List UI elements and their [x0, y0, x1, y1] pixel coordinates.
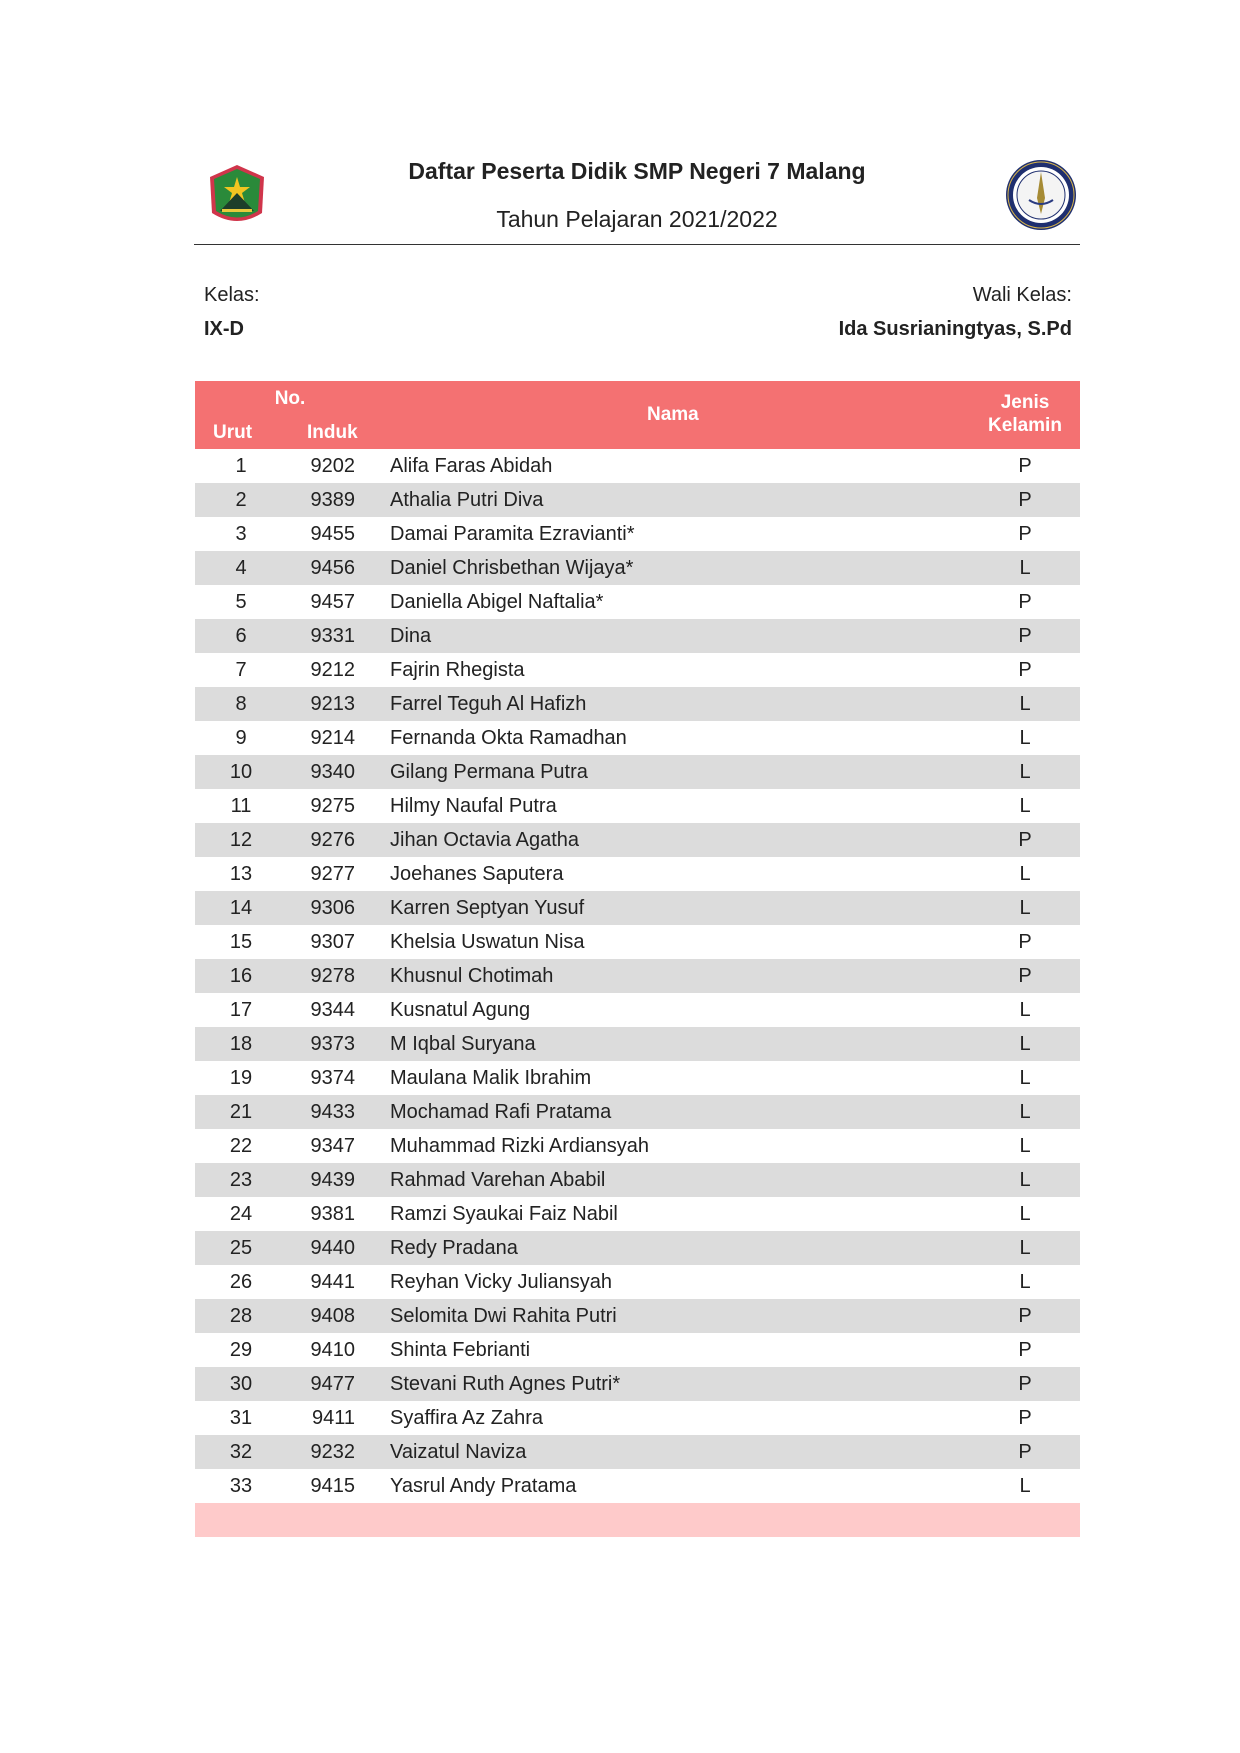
cell-nama: Karren Septyan Yusuf: [390, 897, 585, 919]
cell-jenis-kelamin: L: [1019, 1203, 1031, 1225]
table-row: [195, 653, 1080, 687]
cell-induk: 9440: [310, 1237, 355, 1259]
table-row: [195, 857, 1080, 891]
cell-urut: 28: [229, 1305, 253, 1327]
table-row: [195, 755, 1080, 789]
cell-induk: 9202: [310, 455, 355, 477]
table-row: [195, 517, 1080, 551]
cell-induk: 9373: [310, 1033, 355, 1055]
cell-induk: 9439: [310, 1169, 355, 1191]
cell-induk: 9374: [310, 1067, 355, 1089]
cell-jenis-kelamin: P: [1018, 1339, 1032, 1361]
cell-jenis-kelamin: P: [1018, 625, 1032, 647]
cell-jenis-kelamin: P: [1018, 591, 1032, 613]
cell-urut: 9: [235, 727, 247, 749]
header-jenis-line2: Kelamin: [988, 415, 1062, 436]
cell-urut: 15: [229, 931, 253, 953]
cell-urut: 32: [229, 1441, 253, 1463]
cell-nama: Kusnatul Agung: [390, 999, 531, 1021]
cell-urut: 11: [230, 795, 252, 817]
cell-induk: 9213: [310, 693, 355, 715]
cell-urut: 7: [235, 659, 247, 681]
cell-nama: Mochamad Rafi Pratama: [390, 1101, 612, 1123]
cell-induk: 9455: [310, 523, 355, 545]
cell-urut: 23: [229, 1169, 253, 1191]
cell-jenis-kelamin: P: [1018, 1373, 1032, 1395]
cell-urut: 29: [229, 1339, 253, 1361]
cell-jenis-kelamin: P: [1018, 1441, 1032, 1463]
cell-nama: M Iqbal Suryana: [390, 1033, 536, 1055]
cell-jenis-kelamin: L: [1019, 1237, 1031, 1259]
table-row: [195, 551, 1080, 585]
cell-nama: Farrel Teguh Al Hafizh: [390, 693, 587, 715]
cell-urut: 31: [229, 1407, 253, 1429]
document-subtitle: Tahun Pelajaran 2021/2022: [496, 206, 778, 232]
cell-nama: Khelsia Uswatun Nisa: [390, 931, 585, 953]
cell-nama: Ramzi Syaukai Faiz Nabil: [390, 1203, 618, 1225]
table-row: [195, 1367, 1080, 1401]
table-row: [195, 891, 1080, 925]
cell-urut: 18: [229, 1033, 253, 1055]
cell-induk: 9278: [310, 965, 355, 987]
student-table: [195, 381, 1080, 1537]
cell-nama: Fajrin Rhegista: [390, 659, 525, 681]
header-jenis-kelamin: [975, 391, 1075, 437]
cell-jenis-kelamin: P: [1018, 931, 1032, 953]
cell-nama: Daniella Abigel Naftalia*: [390, 591, 604, 613]
table-row: [195, 1231, 1080, 1265]
cell-urut: 30: [229, 1373, 253, 1395]
cell-induk: 9307: [310, 931, 355, 953]
cell-nama: Joehanes Saputera: [390, 863, 564, 885]
cell-jenis-kelamin: P: [1018, 1407, 1032, 1429]
cell-nama: Redy Pradana: [390, 1237, 518, 1259]
wali-kelas-label: Wali Kelas:: [972, 284, 1072, 306]
cell-nama: Alifa Faras Abidah: [390, 455, 553, 477]
cell-urut: 8: [235, 693, 247, 715]
cell-jenis-kelamin: L: [1019, 693, 1031, 715]
table-row: [195, 993, 1080, 1027]
cell-urut: 33: [229, 1475, 253, 1497]
table-row: [195, 1095, 1080, 1129]
cell-jenis-kelamin: L: [1019, 1101, 1031, 1123]
cell-jenis-kelamin: P: [1018, 523, 1032, 545]
cell-induk: 9411: [311, 1407, 355, 1429]
cell-induk: 9415: [310, 1475, 355, 1497]
table-row: [195, 823, 1080, 857]
cell-nama: Syaffira Az Zahra: [390, 1407, 544, 1429]
cell-nama: Muhammad Rizki Ardiansyah: [390, 1135, 649, 1157]
cell-induk: 9212: [310, 659, 355, 681]
cell-jenis-kelamin: L: [1019, 1135, 1031, 1157]
cell-nama: Dina: [390, 625, 432, 647]
cell-nama: Selomita Dwi Rahita Putri: [390, 1305, 617, 1327]
cell-urut: 26: [229, 1271, 253, 1293]
cell-nama: Stevani Ruth Agnes Putri*: [390, 1373, 621, 1395]
cell-urut: 17: [229, 999, 253, 1021]
table-row: [195, 1299, 1080, 1333]
table-row: [195, 1197, 1080, 1231]
cell-jenis-kelamin: L: [1019, 1169, 1031, 1191]
cell-nama: Vaizatul Naviza: [390, 1441, 527, 1463]
header-induk: Induk: [307, 422, 358, 443]
cell-induk: 9389: [310, 489, 355, 511]
cell-urut: 3: [235, 523, 247, 545]
cell-induk: 9232: [310, 1441, 355, 1463]
table-row: [195, 721, 1080, 755]
cell-induk: 9331: [310, 625, 355, 647]
table-row: [195, 1163, 1080, 1197]
table-body: [195, 449, 1080, 1503]
cell-induk: 9214: [310, 727, 355, 749]
school-emblem-icon: [1004, 158, 1078, 232]
table-row: [195, 687, 1080, 721]
cell-induk: 9410: [310, 1339, 355, 1361]
cell-urut: 13: [229, 863, 253, 885]
cell-urut: 24: [229, 1203, 253, 1225]
cell-jenis-kelamin: L: [1019, 897, 1031, 919]
cell-urut: 16: [229, 965, 253, 987]
kelas-label: Kelas:: [204, 284, 260, 306]
cell-jenis-kelamin: P: [1018, 965, 1032, 987]
table-footer-band: [195, 1503, 1080, 1537]
cell-jenis-kelamin: P: [1018, 829, 1032, 851]
cell-jenis-kelamin: P: [1018, 455, 1032, 477]
table-row: [195, 789, 1080, 823]
cell-jenis-kelamin: L: [1019, 999, 1031, 1021]
cell-jenis-kelamin: L: [1019, 1033, 1031, 1055]
cell-jenis-kelamin: P: [1018, 1305, 1032, 1327]
header-urut: Urut: [213, 422, 253, 443]
header-no: No.: [274, 388, 306, 409]
cell-urut: 2: [235, 489, 247, 511]
cell-induk: 9408: [310, 1305, 355, 1327]
cell-nama: Khusnul Chotimah: [390, 965, 554, 987]
table-row: [195, 483, 1080, 517]
cell-induk: 9276: [310, 829, 355, 851]
cell-jenis-kelamin: P: [1018, 659, 1032, 681]
cell-jenis-kelamin: L: [1019, 795, 1031, 817]
cell-induk: 9433: [310, 1101, 355, 1123]
table-row: [195, 619, 1080, 653]
cell-jenis-kelamin: L: [1019, 727, 1031, 749]
cell-jenis-kelamin: L: [1019, 863, 1031, 885]
cell-induk: 9277: [310, 863, 355, 885]
cell-jenis-kelamin: L: [1019, 761, 1031, 783]
cell-nama: Fernanda Okta Ramadhan: [390, 727, 627, 749]
table-row: [195, 1469, 1080, 1503]
cell-induk: 9381: [310, 1203, 355, 1225]
cell-nama: Yasrul Andy Pratama: [390, 1475, 577, 1497]
cell-urut: 19: [229, 1067, 253, 1089]
cell-jenis-kelamin: P: [1018, 489, 1032, 511]
cell-urut: 1: [235, 455, 247, 477]
table-row: [195, 959, 1080, 993]
table-row: [195, 1401, 1080, 1435]
cell-nama: Reyhan Vicky Juliansyah: [390, 1271, 612, 1293]
header-nama: Nama: [647, 404, 699, 425]
cell-induk: 9477: [310, 1373, 355, 1395]
cell-nama: Athalia Putri Diva: [390, 489, 544, 511]
cell-urut: 10: [229, 761, 253, 783]
cell-induk: 9344: [310, 999, 355, 1021]
table-row: [195, 1435, 1080, 1469]
table-row: [195, 1129, 1080, 1163]
cell-nama: Daniel Chrisbethan Wijaya*: [390, 557, 634, 579]
cell-induk: 9347: [310, 1135, 355, 1157]
document-header: [194, 150, 1080, 245]
table-row: [195, 449, 1080, 483]
cell-nama: Rahmad Varehan Ababil: [390, 1169, 606, 1191]
kelas-value: IX-D: [204, 318, 244, 340]
cell-jenis-kelamin: L: [1019, 1475, 1031, 1497]
cell-urut: 25: [229, 1237, 253, 1259]
table-row: [195, 585, 1080, 619]
cell-jenis-kelamin: L: [1019, 557, 1031, 579]
cell-urut: 14: [229, 897, 253, 919]
cell-induk: 9306: [310, 897, 355, 919]
cell-nama: Damai Paramita Ezravianti*: [390, 523, 635, 545]
cell-nama: Shinta Febrianti: [390, 1339, 531, 1361]
cell-jenis-kelamin: L: [1019, 1271, 1031, 1293]
cell-nama: Gilang Permana Putra: [390, 761, 588, 783]
table-row: [195, 1333, 1080, 1367]
cell-nama: Jihan Octavia Agatha: [390, 829, 580, 851]
cell-urut: 5: [235, 591, 247, 613]
cell-induk: 9457: [310, 591, 355, 613]
cell-urut: 21: [229, 1101, 253, 1123]
table-header: [195, 381, 1080, 449]
cell-nama: Hilmy Naufal Putra: [390, 795, 557, 817]
cell-induk: 9340: [310, 761, 355, 783]
table-row: [195, 1061, 1080, 1095]
wali-kelas-value: Ida Susrianingtyas, S.Pd: [838, 318, 1072, 340]
cell-urut: 22: [229, 1135, 253, 1157]
cell-nama: Maulana Malik Ibrahim: [390, 1067, 592, 1089]
cell-induk: 9456: [310, 557, 355, 579]
cell-urut: 6: [235, 625, 247, 647]
cell-induk: 9275: [310, 795, 355, 817]
document-title: Daftar Peserta Didik SMP Negeri 7 Malang: [408, 158, 866, 184]
table-row: [195, 1027, 1080, 1061]
table-row: [195, 925, 1080, 959]
cell-induk: 9441: [310, 1271, 355, 1293]
table-row: [195, 1265, 1080, 1299]
cell-urut: 4: [235, 557, 247, 579]
cell-urut: 12: [229, 829, 253, 851]
cell-jenis-kelamin: L: [1019, 1067, 1031, 1089]
header-jenis-line1: Jenis: [1000, 392, 1050, 413]
